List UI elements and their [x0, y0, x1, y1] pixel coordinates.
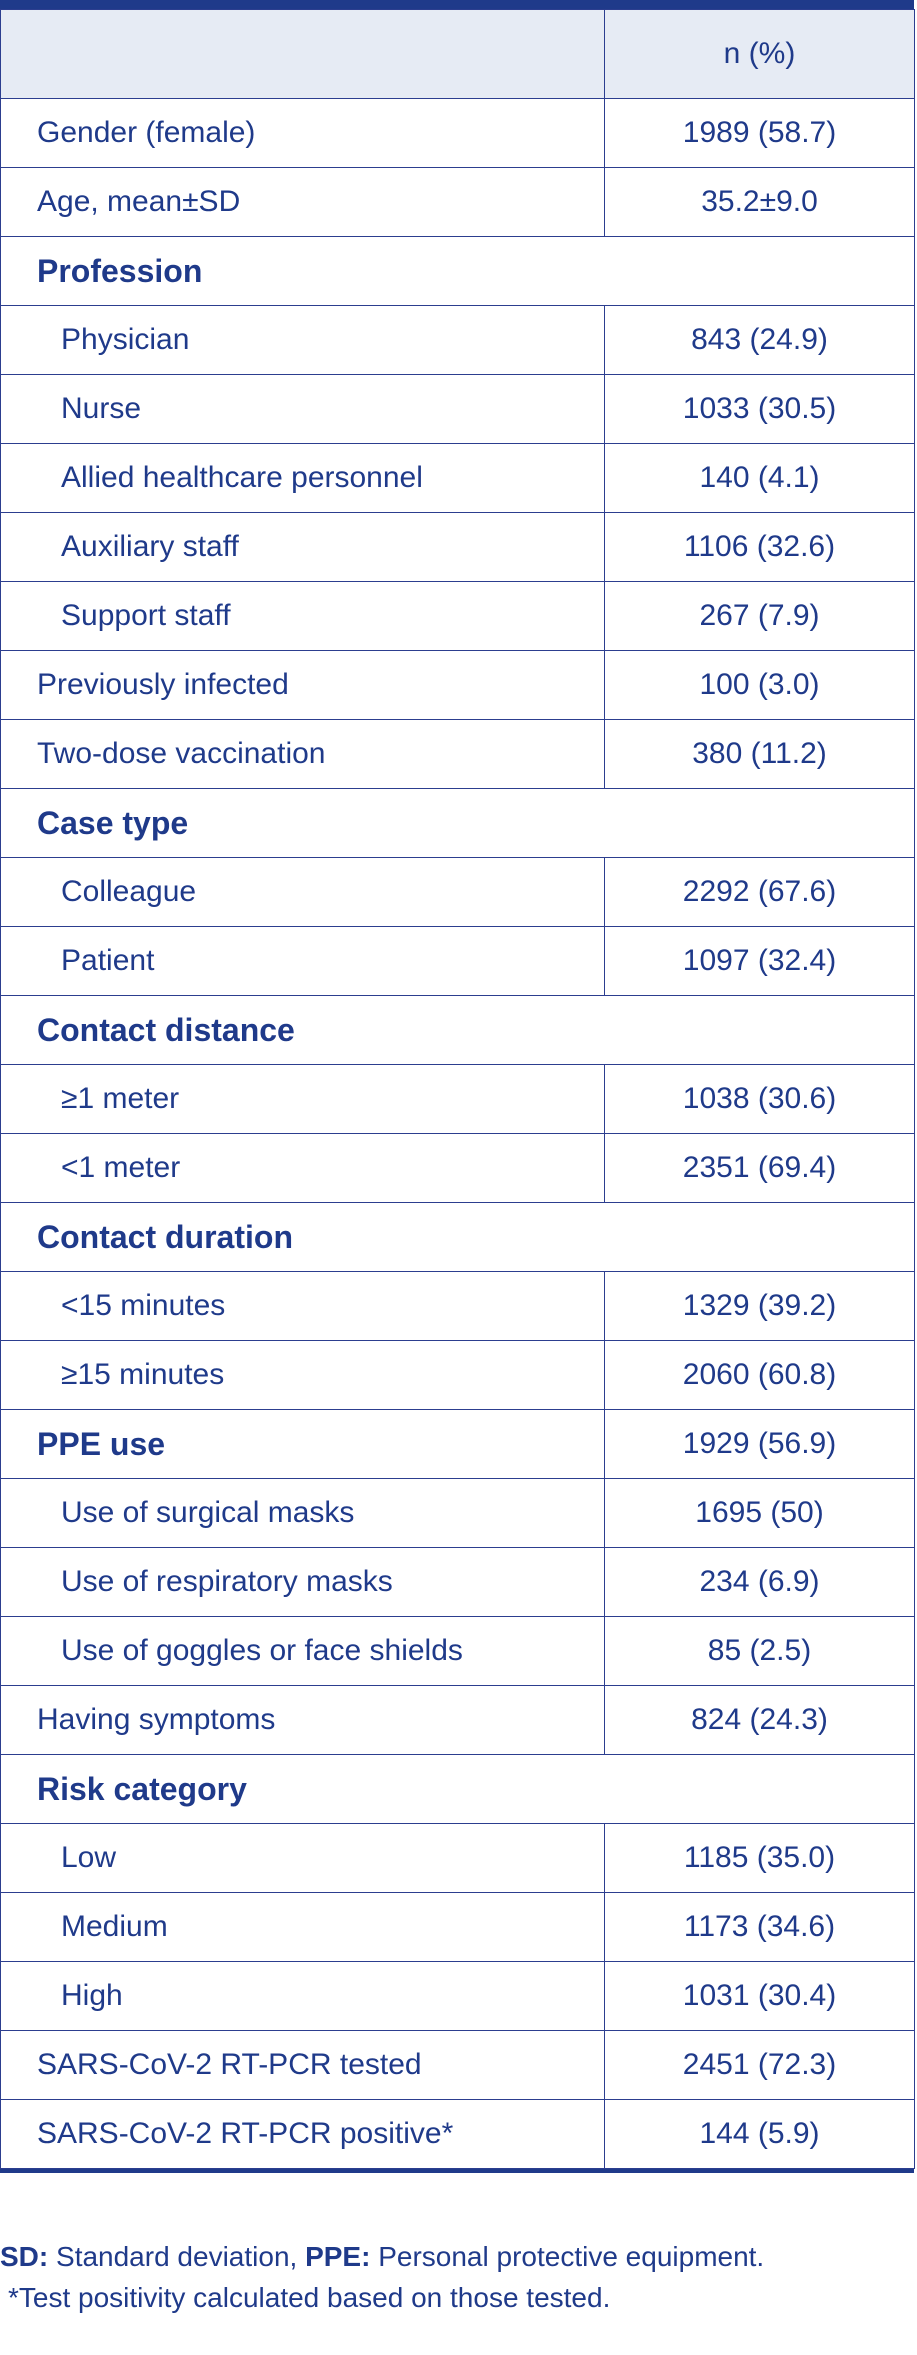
row-label: Allied healthcare personnel [1, 444, 605, 513]
footnote-ppe-text: Personal protective equipment. [370, 2241, 765, 2272]
bottom-rule [0, 2169, 914, 2173]
row-label: SARS-CoV-2 RT-PCR tested [1, 2031, 605, 2100]
table-row [1, 858, 915, 927]
table-row [1, 1824, 915, 1893]
row-label: Physician [1, 306, 605, 375]
header-cell-n-percent: n (%) [605, 10, 915, 99]
section-label: PPE use [1, 1410, 605, 1479]
table-row [1, 1272, 915, 1341]
row-label: SARS-CoV-2 RT-PCR positive* [1, 2100, 605, 2169]
table-row [1, 927, 915, 996]
row-value: 1031 (30.4) [605, 1962, 915, 2031]
header-cell-label [1, 10, 605, 99]
table-row [1, 99, 915, 168]
row-value: 85 (2.5) [605, 1617, 915, 1686]
row-value: 1106 (32.6) [605, 513, 915, 582]
table-row [1, 1341, 915, 1410]
table-row [1, 1134, 915, 1203]
row-label: <1 meter [1, 1134, 605, 1203]
row-label: Auxiliary staff [1, 513, 605, 582]
row-value: 234 (6.9) [605, 1548, 915, 1617]
footnote-ppe-abbr: PPE: [305, 2241, 371, 2272]
row-value: 1989 (58.7) [605, 99, 915, 168]
row-label: Nurse [1, 375, 605, 444]
row-label: ≥1 meter [1, 1065, 605, 1134]
row-value: 140 (4.1) [605, 444, 915, 513]
table-row [1, 582, 915, 651]
row-label: Having symptoms [1, 1686, 605, 1755]
table-row [1, 168, 915, 237]
row-value: 380 (11.2) [605, 720, 915, 789]
table-row [1, 375, 915, 444]
section-row [1, 1203, 915, 1272]
table-row [1, 651, 915, 720]
table-row [1, 1893, 915, 1962]
section-row [1, 1755, 915, 1824]
row-value: 843 (24.9) [605, 306, 915, 375]
row-label: High [1, 1962, 605, 2031]
row-value: 1173 (34.6) [605, 1893, 915, 1962]
footnote-test-positivity: *Test positivity calculated based on those tested. [8, 2282, 611, 2313]
row-value: 1329 (39.2) [605, 1272, 915, 1341]
row-label: Support staff [1, 582, 605, 651]
row-label: Medium [1, 1893, 605, 1962]
row-label: Two-dose vaccination [1, 720, 605, 789]
table-row [1, 1686, 915, 1755]
footnote-sd-text: Standard deviation, [48, 2241, 306, 2272]
section-label: Risk category [1, 1755, 915, 1824]
row-value: 35.2±9.0 [605, 168, 915, 237]
row-value: 1185 (35.0) [605, 1824, 915, 1893]
table-row [1, 1617, 915, 1686]
table-row [1, 1065, 915, 1134]
row-value: 100 (3.0) [605, 651, 915, 720]
row-value: 1038 (30.6) [605, 1065, 915, 1134]
row-label: Patient [1, 927, 605, 996]
table-row [1, 1548, 915, 1617]
row-value: 1097 (32.4) [605, 927, 915, 996]
data-table [0, 9, 915, 2169]
row-label: Use of respiratory masks [1, 1548, 605, 1617]
section-row [1, 996, 915, 1065]
header-row [1, 10, 915, 99]
table-row [1, 513, 915, 582]
row-label: ≥15 minutes [1, 1341, 605, 1410]
section-row [1, 237, 915, 306]
footnote-abbreviations [0, 2236, 914, 2277]
row-value: 1033 (30.5) [605, 375, 915, 444]
row-value: 2292 (67.6) [605, 858, 915, 927]
section-label: Contact distance [1, 996, 915, 1065]
section-label: Contact duration [1, 1203, 915, 1272]
top-rule [0, 0, 914, 9]
row-value: 1695 (50) [605, 1479, 915, 1548]
row-label: Use of surgical masks [1, 1479, 605, 1548]
row-value: 1929 (56.9) [605, 1410, 915, 1479]
row-label: Age, mean±SD [1, 168, 605, 237]
row-value: 2451 (72.3) [605, 2031, 915, 2100]
row-label: <15 minutes [1, 1272, 605, 1341]
table-row [1, 306, 915, 375]
table-row [1, 2100, 915, 2169]
row-label: Use of goggles or face shields [1, 1617, 605, 1686]
table-row [1, 1479, 915, 1548]
row-label: Gender (female) [1, 99, 605, 168]
row-value: 2060 (60.8) [605, 1341, 915, 1410]
row-value: 267 (7.9) [605, 582, 915, 651]
row-label: Low [1, 1824, 605, 1893]
row-label: Previously infected [1, 651, 605, 720]
row-value: 2351 (69.4) [605, 1134, 915, 1203]
row-label: Colleague [1, 858, 605, 927]
footnote-sd-abbr: SD: [0, 2241, 49, 2272]
table-body [1, 99, 915, 2169]
footnotes [0, 2236, 914, 2318]
section-row [1, 789, 915, 858]
row-value: 144 (5.9) [605, 2100, 915, 2169]
section-label: Case type [1, 789, 915, 858]
table-row [1, 1962, 915, 2031]
section-label: Profession [1, 237, 915, 306]
table-row [1, 444, 915, 513]
table-row [1, 2031, 915, 2100]
section-row [1, 1410, 915, 1479]
row-value: 824 (24.3) [605, 1686, 915, 1755]
table-row [1, 720, 915, 789]
